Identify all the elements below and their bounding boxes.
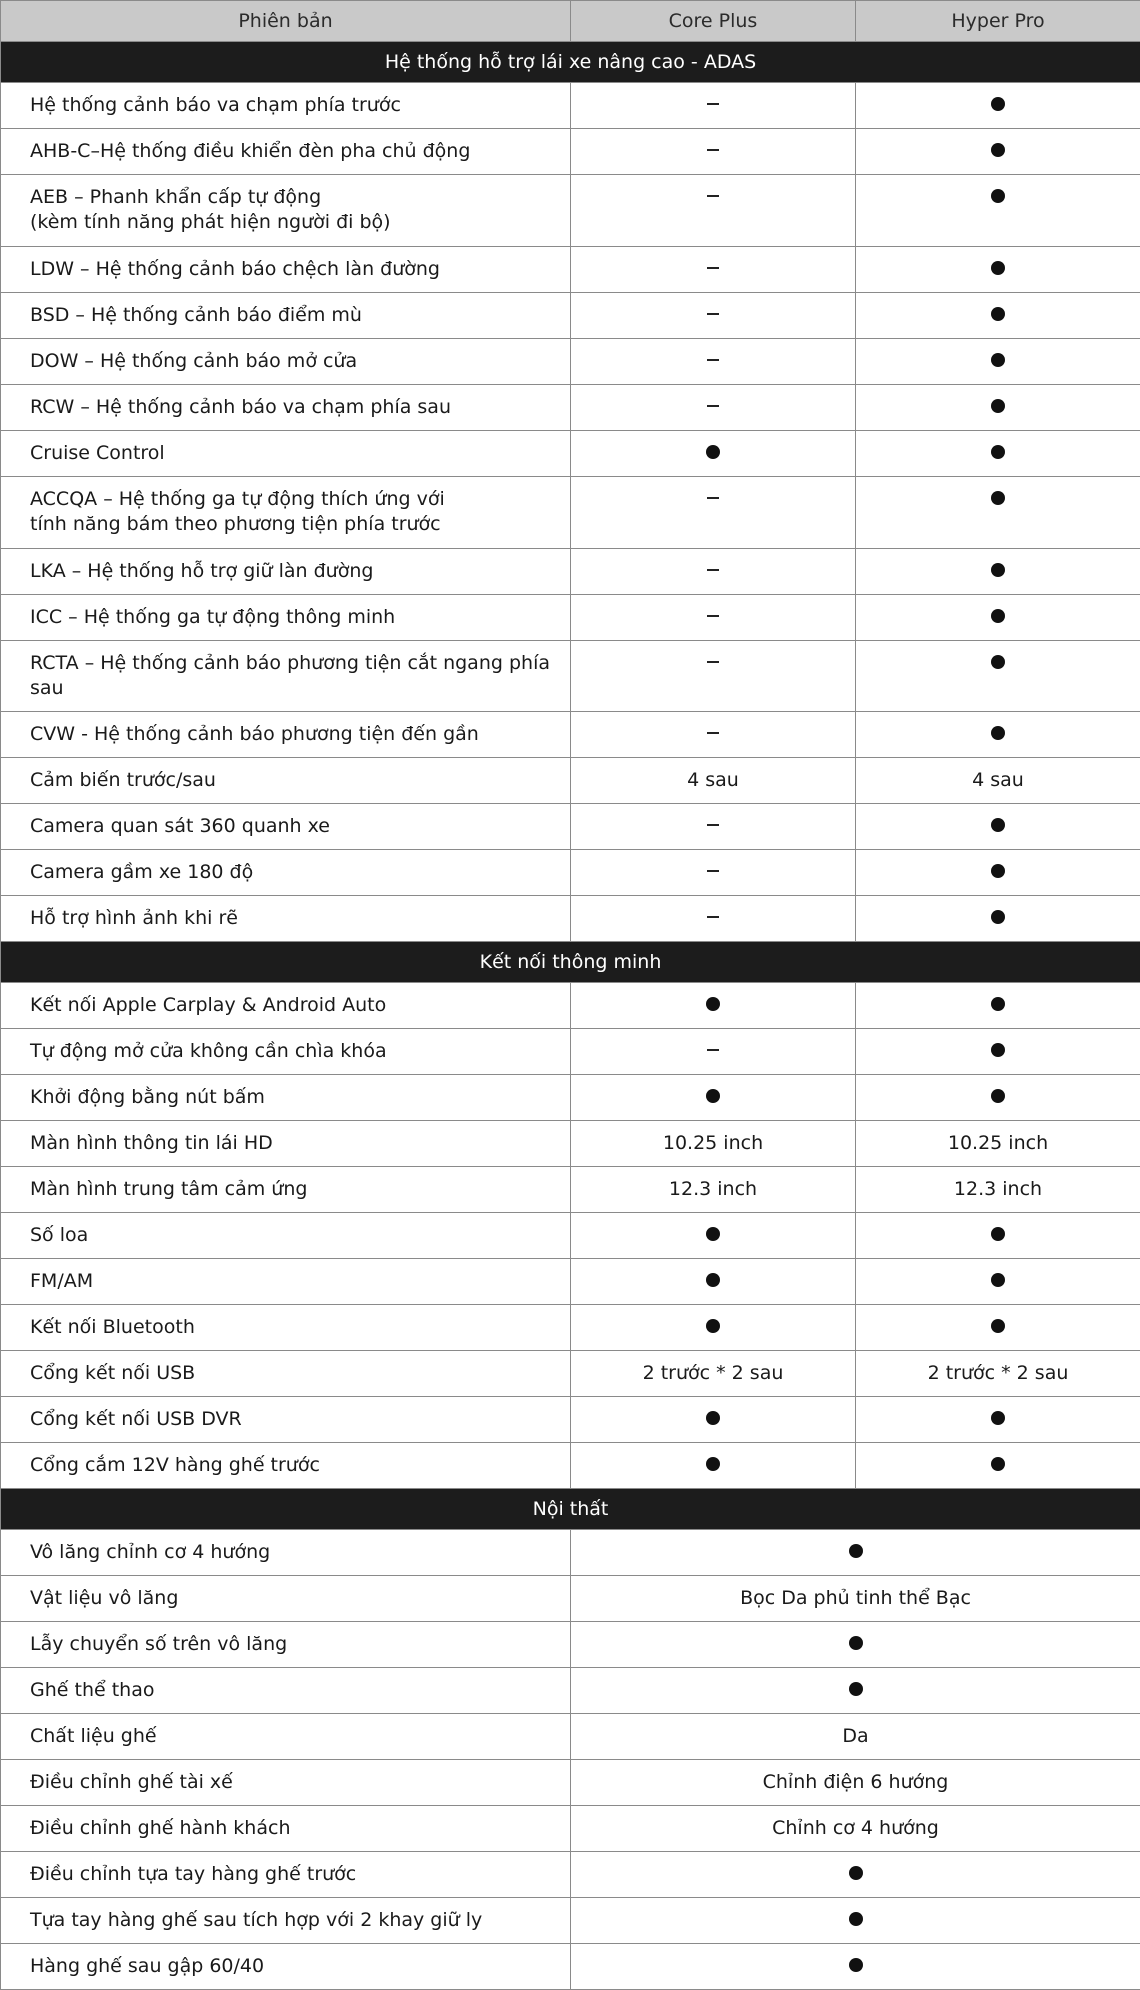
included-dot-icon xyxy=(991,818,1005,832)
value-core-plus xyxy=(571,983,856,1029)
header-hyper-pro: Hyper Pro xyxy=(856,1,1140,42)
value-hyper-pro xyxy=(856,983,1140,1029)
included-dot-icon xyxy=(991,1319,1005,1333)
included-dot-icon xyxy=(991,445,1005,459)
value-both-versions: Chỉnh cơ 4 hướng xyxy=(571,1806,1140,1852)
feature-label: Hỗ trợ hình ảnh khi rẽ xyxy=(1,896,571,942)
table-row xyxy=(1,293,1140,339)
included-dot-icon xyxy=(991,864,1005,878)
value-core-plus xyxy=(571,595,856,641)
table-row xyxy=(1,850,1140,896)
feature-label: Hệ thống cảnh báo va chạm phía trước xyxy=(1,83,571,129)
table-row xyxy=(1,1167,1140,1213)
value-hyper-pro xyxy=(856,549,1140,595)
included-dot-icon xyxy=(706,1273,720,1287)
table-row xyxy=(1,1305,1140,1351)
value-hyper-pro xyxy=(856,83,1140,129)
table-row xyxy=(1,1351,1140,1397)
value-hyper-pro xyxy=(856,1075,1140,1121)
feature-label: Chất liệu ghế xyxy=(1,1714,571,1760)
not-available-dash xyxy=(707,824,719,826)
feature-label: ICC – Hệ thống ga tự động thông minh xyxy=(1,595,571,641)
included-dot-icon xyxy=(706,1411,720,1425)
included-dot-icon xyxy=(991,143,1005,157)
value-hyper-pro xyxy=(856,1259,1140,1305)
value-core-plus xyxy=(571,247,856,293)
table-row xyxy=(1,175,1140,247)
feature-label: RCW – Hệ thống cảnh báo va chạm phía sau xyxy=(1,385,571,431)
feature-label: Kết nối Apple Carplay & Android Auto xyxy=(1,983,571,1029)
not-available-dash xyxy=(707,497,719,499)
table-row xyxy=(1,983,1140,1029)
value-hyper-pro xyxy=(856,641,1140,712)
included-dot-icon xyxy=(991,307,1005,321)
table-row xyxy=(1,129,1140,175)
value-core-plus xyxy=(571,1213,856,1259)
feature-label: Vô lăng chỉnh cơ 4 hướng xyxy=(1,1530,571,1576)
included-dot-icon xyxy=(991,261,1005,275)
table-row xyxy=(1,1029,1140,1075)
table-row xyxy=(1,385,1140,431)
header-core-plus: Core Plus xyxy=(571,1,856,42)
table-row xyxy=(1,1213,1140,1259)
value-core-plus xyxy=(571,431,856,477)
value-core-plus xyxy=(571,1397,856,1443)
feature-label: Vật liệu vô lăng xyxy=(1,1576,571,1622)
included-dot-icon xyxy=(849,1636,863,1650)
included-dot-icon xyxy=(991,1457,1005,1471)
value-core-plus xyxy=(571,1029,856,1075)
value-hyper-pro: 12.3 inch xyxy=(856,1167,1140,1213)
feature-label: LKA – Hệ thống hỗ trợ giữ làn đường xyxy=(1,549,571,595)
value-core-plus xyxy=(571,339,856,385)
value-hyper-pro xyxy=(856,896,1140,942)
feature-label: FM/AM xyxy=(1,1259,571,1305)
section-header-row xyxy=(1,942,1140,983)
feature-label: RCTA – Hệ thống cảnh báo phương tiện cắt ngang phía sau xyxy=(1,641,571,712)
included-dot-icon xyxy=(849,1866,863,1880)
value-core-plus xyxy=(571,1259,856,1305)
value-both-versions: Da xyxy=(571,1714,1140,1760)
value-core-plus: 2 trước * 2 sau xyxy=(571,1351,856,1397)
value-both-versions xyxy=(571,1852,1140,1898)
included-dot-icon xyxy=(991,1089,1005,1103)
included-dot-icon xyxy=(991,97,1005,111)
not-available-dash xyxy=(707,195,719,197)
value-hyper-pro: 4 sau xyxy=(856,758,1140,804)
not-available-dash xyxy=(707,916,719,918)
value-core-plus xyxy=(571,1075,856,1121)
feature-label: AEB – Phanh khẩn cấp tự động (kèm tính năng phát hiện người đi bộ) xyxy=(1,175,571,247)
value-hyper-pro xyxy=(856,247,1140,293)
value-hyper-pro: 10.25 inch xyxy=(856,1121,1140,1167)
feature-label: BSD – Hệ thống cảnh báo điểm mù xyxy=(1,293,571,339)
not-available-dash xyxy=(707,405,719,407)
feature-label: Số loa xyxy=(1,1213,571,1259)
feature-label: Điều chỉnh tựa tay hàng ghế trước xyxy=(1,1852,571,1898)
table-row xyxy=(1,712,1140,758)
table-row xyxy=(1,477,1140,549)
spec-body xyxy=(1,42,1140,1990)
table-row xyxy=(1,1259,1140,1305)
included-dot-icon xyxy=(706,1457,720,1471)
value-core-plus xyxy=(571,175,856,247)
value-core-plus xyxy=(571,293,856,339)
value-hyper-pro xyxy=(856,175,1140,247)
feature-label: Điều chỉnh ghế hành khách xyxy=(1,1806,571,1852)
table-row xyxy=(1,1852,1140,1898)
table-row xyxy=(1,339,1140,385)
included-dot-icon xyxy=(849,1544,863,1558)
included-dot-icon xyxy=(991,609,1005,623)
included-dot-icon xyxy=(991,491,1005,505)
included-dot-icon xyxy=(849,1912,863,1926)
value-hyper-pro xyxy=(856,595,1140,641)
not-available-dash xyxy=(707,732,719,734)
table-row xyxy=(1,595,1140,641)
feature-label: CVW - Hệ thống cảnh báo phương tiện đến gần xyxy=(1,712,571,758)
table-row xyxy=(1,549,1140,595)
feature-label: Cổng cắm 12V hàng ghế trước xyxy=(1,1443,571,1489)
table-row xyxy=(1,1576,1140,1622)
feature-label: Màn hình thông tin lái HD xyxy=(1,1121,571,1167)
value-core-plus: 10.25 inch xyxy=(571,1121,856,1167)
feature-label: Hàng ghế sau gập 60/40 xyxy=(1,1944,571,1990)
value-hyper-pro xyxy=(856,431,1140,477)
value-both-versions xyxy=(571,1622,1140,1668)
included-dot-icon xyxy=(991,189,1005,203)
included-dot-icon xyxy=(991,353,1005,367)
feature-label: Màn hình trung tâm cảm ứng xyxy=(1,1167,571,1213)
feature-label: Kết nối Bluetooth xyxy=(1,1305,571,1351)
value-both-versions xyxy=(571,1898,1140,1944)
value-core-plus xyxy=(571,641,856,712)
value-core-plus xyxy=(571,850,856,896)
value-hyper-pro xyxy=(856,804,1140,850)
section-header-row xyxy=(1,42,1140,83)
not-available-dash xyxy=(707,149,719,151)
value-core-plus xyxy=(571,477,856,549)
table-row xyxy=(1,641,1140,712)
section-header-row xyxy=(1,1489,1140,1530)
feature-label: Cruise Control xyxy=(1,431,571,477)
feature-label: Camera quan sát 360 quanh xe xyxy=(1,804,571,850)
not-available-dash xyxy=(707,1049,719,1051)
table-row xyxy=(1,1714,1140,1760)
feature-label: Cổng kết nối USB xyxy=(1,1351,571,1397)
table-row xyxy=(1,896,1140,942)
value-core-plus xyxy=(571,712,856,758)
value-both-versions xyxy=(571,1530,1140,1576)
included-dot-icon xyxy=(991,726,1005,740)
included-dot-icon xyxy=(991,399,1005,413)
included-dot-icon xyxy=(849,1682,863,1696)
table-row xyxy=(1,1898,1140,1944)
feature-label: Cổng kết nối USB DVR xyxy=(1,1397,571,1443)
value-both-versions: Bọc Da phủ tinh thể Bạc xyxy=(571,1576,1140,1622)
value-hyper-pro xyxy=(856,339,1140,385)
value-core-plus xyxy=(571,385,856,431)
table-row xyxy=(1,1075,1140,1121)
feature-label: Lẫy chuyển số trên vô lăng xyxy=(1,1622,571,1668)
not-available-dash xyxy=(707,661,719,663)
included-dot-icon xyxy=(991,1411,1005,1425)
table-row xyxy=(1,431,1140,477)
section-title: Hệ thống hỗ trợ lái xe nâng cao - ADAS xyxy=(1,42,1140,83)
table-row xyxy=(1,247,1140,293)
section-title: Kết nối thông minh xyxy=(1,942,1140,983)
value-core-plus xyxy=(571,896,856,942)
value-core-plus xyxy=(571,1305,856,1351)
included-dot-icon xyxy=(706,1319,720,1333)
value-both-versions xyxy=(571,1668,1140,1714)
feature-label: ACCQA – Hệ thống ga tự động thích ứng với tính năng bám theo phương tiện phía trước xyxy=(1,477,571,549)
value-both-versions: Chỉnh điện 6 hướng xyxy=(571,1760,1140,1806)
table-row xyxy=(1,1397,1140,1443)
value-hyper-pro xyxy=(856,293,1140,339)
included-dot-icon xyxy=(991,1227,1005,1241)
value-hyper-pro xyxy=(856,129,1140,175)
value-core-plus: 12.3 inch xyxy=(571,1167,856,1213)
included-dot-icon xyxy=(991,997,1005,1011)
table-row xyxy=(1,83,1140,129)
value-hyper-pro xyxy=(856,1029,1140,1075)
not-available-dash xyxy=(707,569,719,571)
included-dot-icon xyxy=(706,1227,720,1241)
not-available-dash xyxy=(707,267,719,269)
feature-label: Camera gầm xe 180 độ xyxy=(1,850,571,896)
value-hyper-pro xyxy=(856,1397,1140,1443)
included-dot-icon xyxy=(991,1043,1005,1057)
value-both-versions xyxy=(571,1944,1140,1990)
included-dot-icon xyxy=(991,1273,1005,1287)
feature-label: Khởi động bằng nút bấm xyxy=(1,1075,571,1121)
value-hyper-pro xyxy=(856,850,1140,896)
included-dot-icon xyxy=(706,1089,720,1103)
feature-label: Ghế thể thao xyxy=(1,1668,571,1714)
header-version: Phiên bản xyxy=(1,1,571,42)
table-row xyxy=(1,804,1140,850)
value-hyper-pro xyxy=(856,712,1140,758)
table-row xyxy=(1,1944,1140,1990)
feature-label: AHB-C–Hệ thống điều khiển đèn pha chủ động xyxy=(1,129,571,175)
table-row xyxy=(1,1760,1140,1806)
not-available-dash xyxy=(707,870,719,872)
feature-label: DOW – Hệ thống cảnh báo mở cửa xyxy=(1,339,571,385)
feature-label: Tự động mở cửa không cần chìa khóa xyxy=(1,1029,571,1075)
value-core-plus xyxy=(571,804,856,850)
included-dot-icon xyxy=(991,563,1005,577)
value-hyper-pro xyxy=(856,385,1140,431)
not-available-dash xyxy=(707,359,719,361)
included-dot-icon xyxy=(991,655,1005,669)
included-dot-icon xyxy=(991,910,1005,924)
not-available-dash xyxy=(707,103,719,105)
feature-label: Cảm biến trước/sau xyxy=(1,758,571,804)
not-available-dash xyxy=(707,313,719,315)
value-hyper-pro xyxy=(856,477,1140,549)
section-title: Nội thất xyxy=(1,1489,1140,1530)
not-available-dash xyxy=(707,615,719,617)
table-row xyxy=(1,1121,1140,1167)
value-core-plus xyxy=(571,129,856,175)
table-row xyxy=(1,1668,1140,1714)
table-row xyxy=(1,1443,1140,1489)
header-row xyxy=(1,1,1140,42)
value-core-plus: 4 sau xyxy=(571,758,856,804)
value-core-plus xyxy=(571,83,856,129)
value-hyper-pro xyxy=(856,1213,1140,1259)
value-hyper-pro: 2 trước * 2 sau xyxy=(856,1351,1140,1397)
feature-label: Điều chỉnh ghế tài xế xyxy=(1,1760,571,1806)
table-row xyxy=(1,1622,1140,1668)
table-row xyxy=(1,1530,1140,1576)
value-hyper-pro xyxy=(856,1443,1140,1489)
included-dot-icon xyxy=(706,445,720,459)
value-core-plus xyxy=(571,549,856,595)
feature-label: Tựa tay hàng ghế sau tích hợp với 2 khay giữ ly xyxy=(1,1898,571,1944)
table-row xyxy=(1,758,1140,804)
included-dot-icon xyxy=(849,1958,863,1972)
included-dot-icon xyxy=(706,997,720,1011)
table-row xyxy=(1,1806,1140,1852)
value-core-plus xyxy=(571,1443,856,1489)
value-hyper-pro xyxy=(856,1305,1140,1351)
feature-label: LDW – Hệ thống cảnh báo chệch làn đường xyxy=(1,247,571,293)
